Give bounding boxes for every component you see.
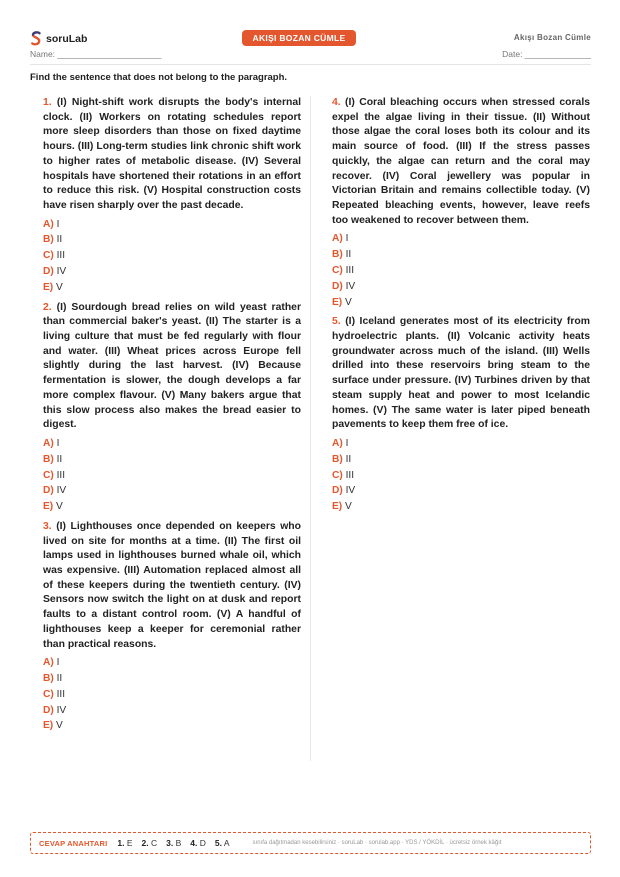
answer-key-item (166, 838, 181, 848)
question-number: 5. (332, 316, 341, 328)
answer-key-number: 4. (190, 838, 198, 848)
option-c[interactable] (43, 687, 301, 703)
option-letter: E) (43, 720, 54, 732)
option-text: III (56, 469, 66, 481)
question-text (332, 96, 590, 228)
option-text: V (345, 296, 352, 308)
option-text: III (56, 688, 66, 700)
options-list (43, 217, 301, 296)
option-a[interactable] (43, 217, 301, 233)
question-number: 2. (43, 301, 52, 313)
answer-key-number: 5. (214, 838, 222, 848)
option-letter: D) (332, 485, 343, 497)
option-text: IV (345, 280, 356, 292)
question-4 (332, 96, 590, 310)
question-3 (43, 520, 301, 734)
topic-label: Akışı Bozan Cümle (513, 33, 591, 42)
answer-key-item (215, 838, 230, 848)
option-text: V (56, 281, 63, 293)
option-e[interactable] (43, 499, 301, 515)
option-text: III (345, 469, 355, 481)
question-body: (I) Iceland generates most of its electricity from hydroelectric plants. (II) Volcanic activity heats groundwater across much of the island. (III) Wells drilled into these reservoirs bring steam to the surface under pressure. (IV) Turbines driven by that steam supply heat and power to most Icelandic homes. (V) The same water is later piped beneath pavements to keep them free of ice. (332, 316, 591, 431)
answer-key-number: 1. (117, 838, 125, 848)
question-text (43, 96, 301, 214)
option-b[interactable] (43, 232, 301, 248)
option-b[interactable] (332, 247, 590, 263)
option-d[interactable] (43, 264, 301, 280)
option-a[interactable] (43, 436, 301, 452)
option-letter: E) (332, 296, 343, 308)
question-body: (I) Sourdough bread relies on wild yeast rather than commercial baker's yeast. (II) The starter is a living culture that must be fed regularly with flour and water. (III) Wheat prices across Europe fell slightly during the last harvest. (IV) Because fermentation is slower, the dough develops a far more complex flavour. (V) Many bakers argue that this slow process also makes the bread easier to digest. (43, 301, 301, 431)
question-5 (332, 315, 590, 515)
brand-name: soruLab (46, 32, 88, 45)
answer-key-note: sınıfa dağıtmadan kesebilirsiniz · soruLab · sorulab.app · YDS / YÖKDİL · ücretsiz örnek kâğıt (252, 840, 502, 846)
option-text: I (56, 437, 60, 449)
option-text: IV (56, 485, 67, 497)
option-letter: E) (332, 501, 343, 513)
option-e[interactable] (43, 280, 301, 296)
question-text (43, 520, 301, 652)
option-text: IV (345, 485, 356, 497)
option-letter: D) (43, 266, 54, 278)
option-text: IV (56, 704, 67, 716)
left-column (43, 96, 301, 739)
answer-key-title: CEVAP ANAHTARI (39, 838, 108, 848)
option-letter: C) (43, 250, 54, 262)
option-c[interactable] (43, 248, 301, 264)
option-letter: C) (43, 688, 54, 700)
instruction: Find the sentence that does not belong to the paragraph. (30, 72, 288, 83)
option-letter: B) (43, 234, 54, 246)
option-text: II (345, 453, 352, 465)
option-letter: A) (332, 437, 343, 449)
option-text: V (345, 501, 352, 513)
options-list (332, 231, 590, 310)
option-letter: A) (43, 437, 54, 449)
option-letter: D) (43, 704, 54, 716)
option-d[interactable] (43, 483, 301, 499)
name-field: Name: ______________________ (30, 49, 162, 59)
option-text: III (56, 250, 66, 262)
answer-key-number: 3. (166, 838, 174, 848)
header-divider (30, 64, 591, 65)
answer-key-answer: C (150, 838, 158, 848)
option-letter: A) (43, 218, 54, 230)
option-letter: A) (332, 233, 343, 245)
option-a[interactable] (43, 655, 301, 671)
question-1 (43, 96, 301, 296)
question-body: (I) Lighthouses once depended on keepers who lived on site for months at a time. (II) The first oil lamps used in lighthouses burned whale oil, which was expensive. (III) Automation replaced almost all of these keepers during the twentieth century. (IV) Sensors now switch the light on at dusk and report faults to a distant control room. (V) A handful of lighthouses keep a keeper for ceremonial rather than practical reasons. (43, 520, 301, 650)
topic-pill: AKIŞI BOZAN CÜMLE (242, 30, 356, 46)
option-letter: B) (43, 453, 54, 465)
option-a[interactable] (332, 231, 590, 247)
answer-key-answer: D (199, 838, 206, 848)
question-2 (43, 301, 301, 515)
option-b[interactable] (43, 452, 301, 468)
question-text (332, 315, 590, 433)
option-a[interactable] (332, 436, 590, 452)
question-number: 3. (43, 520, 52, 532)
option-c[interactable] (43, 468, 301, 484)
answer-key-number: 2. (141, 838, 149, 848)
option-letter: B) (332, 249, 343, 261)
option-e[interactable] (332, 499, 590, 515)
date-field: Date: ______________ (502, 49, 591, 59)
options-list (43, 655, 301, 734)
option-letter: B) (332, 453, 343, 465)
option-text: II (56, 673, 63, 685)
answer-key-item (190, 838, 206, 848)
option-text: I (56, 218, 60, 230)
question-body: (I) Night-shift work disrupts the body's internal clock. (II) Workers on rotating schedules report more sleep disorders than those on fixed daytime hours. (III) Long-term studies link chronic shift work to higher rates of metabolic disease. (IV) Several hospitals have shortened their rotations in an effort to reduce this risk. (V) Hospital construction costs have risen sharply over the past decade. (43, 97, 301, 211)
option-d[interactable] (43, 703, 301, 719)
option-letter: A) (43, 657, 54, 669)
option-letter: C) (332, 469, 343, 481)
answer-key-answer: B (175, 838, 182, 848)
brand (30, 31, 87, 46)
option-c[interactable] (332, 468, 590, 484)
answer-key-item (117, 838, 132, 848)
option-letter: D) (332, 280, 343, 292)
column-divider (310, 96, 311, 761)
option-letter: B) (43, 673, 54, 685)
answer-key-answer: A (223, 838, 230, 848)
option-letter: E) (43, 281, 54, 293)
answer-key-item (142, 838, 158, 848)
option-letter: C) (43, 469, 54, 481)
page-header (30, 29, 591, 69)
option-d[interactable] (332, 483, 590, 499)
option-text: II (345, 249, 352, 261)
option-text: I (56, 657, 60, 669)
options-list (332, 436, 590, 515)
sorulab-logo-icon (30, 31, 42, 46)
option-e[interactable] (43, 718, 301, 734)
option-text: I (345, 233, 349, 245)
right-column (332, 96, 590, 520)
options-list (43, 436, 301, 515)
option-text: II (56, 453, 63, 465)
option-letter: D) (43, 485, 54, 497)
option-text: II (56, 234, 63, 246)
option-text: V (56, 501, 63, 513)
answer-key-answer: E (126, 838, 133, 848)
option-letter: E) (43, 501, 54, 513)
question-number: 1. (43, 97, 52, 108)
option-b[interactable] (332, 452, 590, 468)
option-d[interactable] (332, 279, 590, 295)
question-body: (I) Coral bleaching occurs when stressed corals expel the algae living in their tissue. (II) Without those algae the coral loses both its colour and its main source of food. (III) If the stress passes quickly, the algae can return and the coral may recover. (IV) Coral jewellery was popular in Victorian Britain and remains collectible today. (V) Repeated bleaching events, however, leave reefs too weakened to recover between them. (332, 97, 590, 226)
option-letter: C) (332, 264, 343, 276)
option-text: V (56, 720, 63, 732)
question-number: 4. (332, 97, 341, 108)
answer-key (30, 832, 591, 854)
option-c[interactable] (332, 263, 590, 279)
option-e[interactable] (332, 295, 590, 311)
question-text (43, 301, 301, 433)
option-b[interactable] (43, 671, 301, 687)
option-text: III (345, 264, 355, 276)
option-text: I (345, 437, 349, 449)
option-text: IV (56, 266, 67, 278)
